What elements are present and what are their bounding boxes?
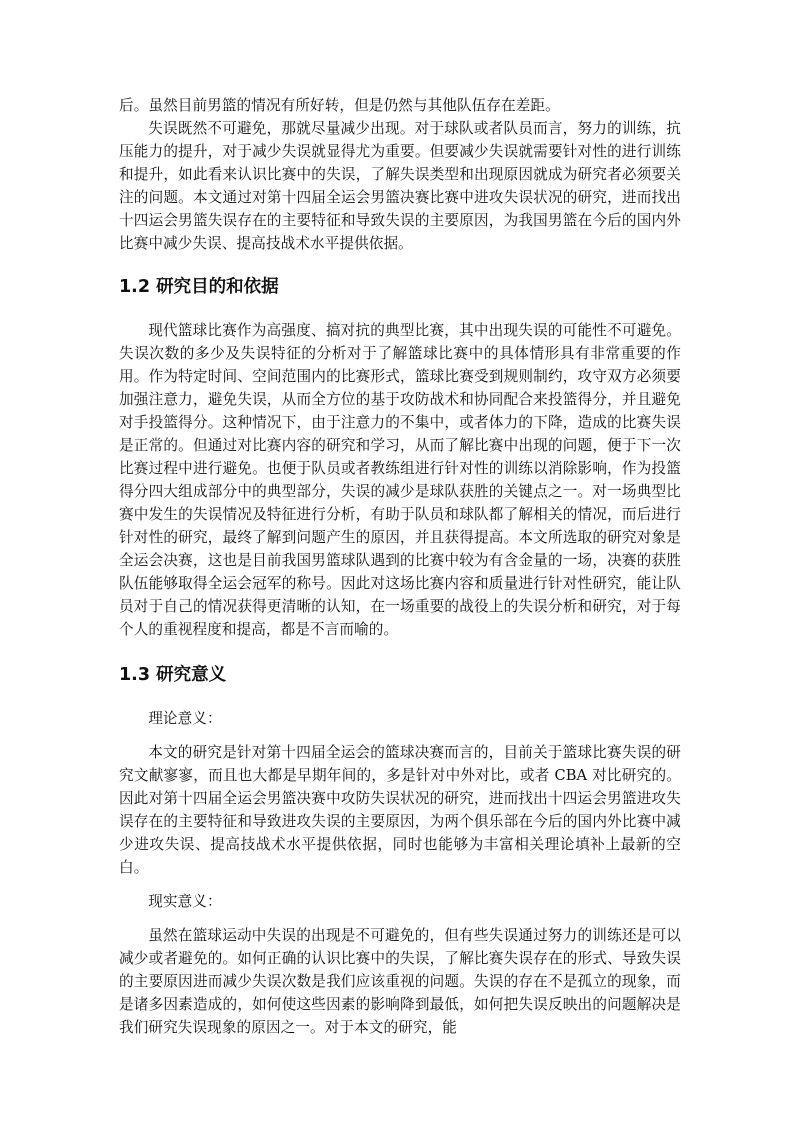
section-heading-1-3: 1.3 研究意义: [119, 665, 227, 685]
practical-significance-label: 现实意义：: [148, 893, 222, 910]
theory-significance-label: 理论意义：: [148, 710, 222, 727]
body-paragraph: 虽然在篮球运动中失误的出现是不可避免的，但有些失误通过努力的训练还是可以减少或者避免的。如何正确的认识比赛中的失误，了解比赛失误存在的形式、导致失误的主要原因进而减少失误次数是我们应该重视的问题。失误的存在不是孤立的现象，而是诸多因素造成的，如何使这些因素的影响降到最低，如何把失误反映出的问题解决是我们研究失误现象的原因之一。对于本文的研究，能: [119, 927, 681, 1036]
document-page: [119, 94, 681, 1039]
body-paragraph: 失误既然不可避免，那就尽量减少出现。对于球队或者队员而言，努力的训练，抗压能力的提升，对于减少失误就显得尤为重要。但要减少失误就需要针对性的进行训练和提升，如此看来认识比赛中的失误，了解失误类型和出现原因就成为研究者必须要关注的问题。本文通过对第十四届全运会男篮决赛比赛中进攻失误状况的研究，进而找出十四运会男篮失误存在的主要特征和导致失误的主要原因，为我国男篮在今后的国内外比赛中减少失误、提高技战术水平提供依据。: [119, 120, 681, 252]
section-heading-1-2: 1.2 研究目的和依据: [119, 277, 279, 297]
body-paragraph: 本文的研究是针对第十四届全运会的篮球决赛而言的，目前关于篮球比赛失误的研究文献寥寥，而且也大都是早期年间的，多是针对中外对比，或者 CBA 对比研究的。因此对第十四届全运会男篮决赛中攻防失误状况的研究，进而找出十四运会男篮进攻失误存在的主要特征和导致进攻失误的主要原因，为两个俱乐部在今后的国内外比赛中减少进攻失误、提高技战术水平提供依据，同时也能够为丰富相关理论填补上最新的空白。: [119, 744, 681, 876]
body-paragraph: 后。虽然目前男篮的情况有所好转，但是仍然与其他队伍存在差距。: [119, 97, 560, 114]
body-paragraph: 现代篮球比赛作为高强度、搞对抗的典型比赛，其中出现失误的可能性不可避免。失误次数的多少及失误特征的分析对于了解篮球比赛中的具体情形具有非常重要的作用。作为特定时间、空间范围内的比赛形式，篮球比赛受到规则制约，攻守双方必须要加强注意力，避免失误，从而全方位的基于攻防战术和协同配合来投篮得分，并且避免对手投篮得分。这种情况下，由于注意力的不集中，或者体力的下降，造成的比赛失误是正常的。但通过对比赛内容的研究和学习，从而了解比赛中出现的问题，便于下一次比赛过程中进行避免。也便于队员或者教练组进行针对性的训练以消除影响，作为投篮得分四大组成部分中的典型部分，失误的减少是球队获胜的关键点之一。对一场典型比赛中发生的失误情况及特征进行分析，有助于队员和球队都了解相关的情况，而后进行针对性的研究，最终了解到问题产生的原因，并且获得提高。本文所选取的研究对象是全运会决赛，这也是目前我国男篮球队遇到的比赛中较为有含金量的一场，决赛的获胜队伍能够取得全运会冠军的称号。因此对这场比赛内容和质量进行针对性研究，能让队员对于自己的情况获得更清晰的认知，在一场重要的战役上的失误分析和研究，对于每个人的重视程度和提高，都是不言而喻的。: [119, 322, 681, 638]
